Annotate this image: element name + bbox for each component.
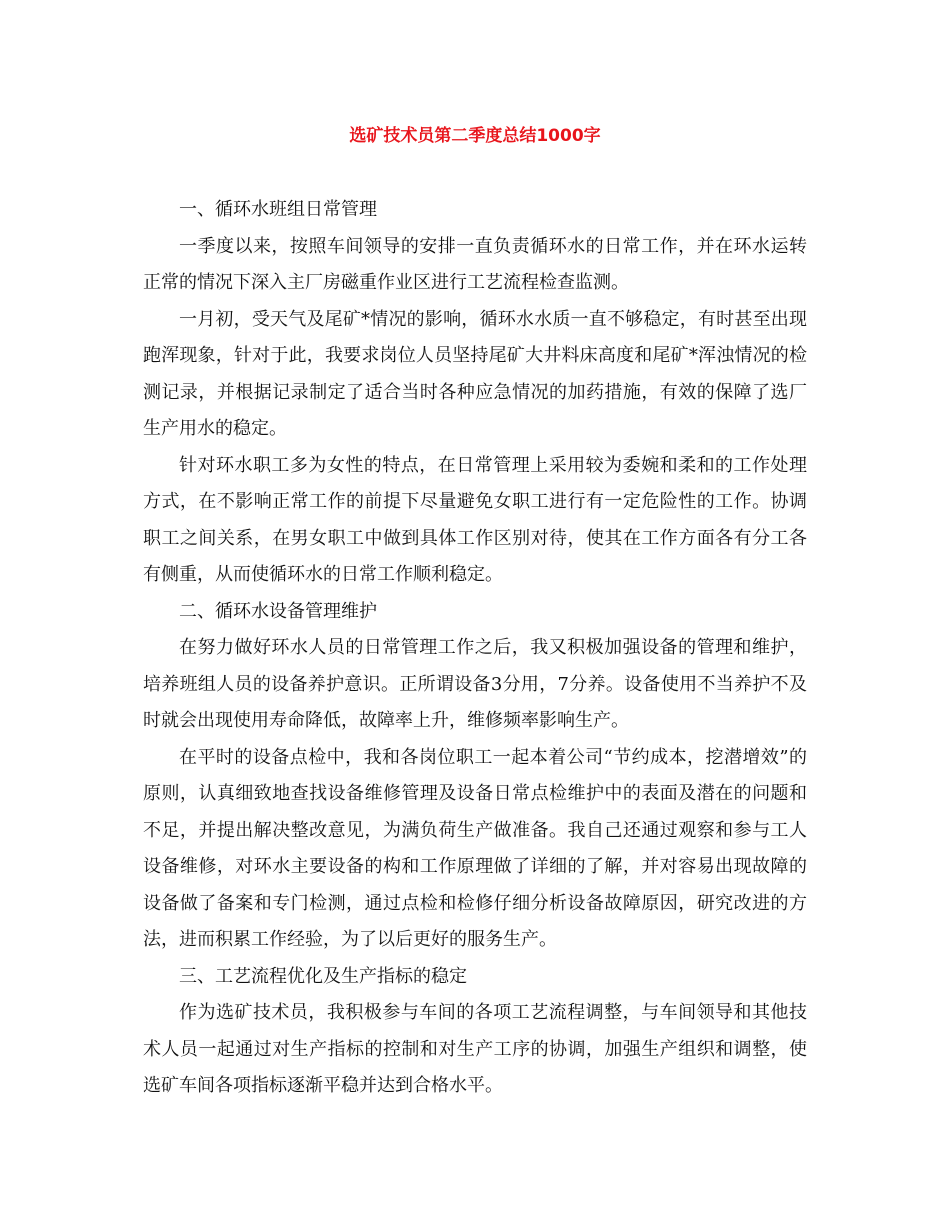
paragraph: 在努力做好环水人员的日常管理工作之后，我又积极加强设备的管理和维护，培养班组人员的设备养护意识。正所谓设备3分用，7分养。设备使用不当养护不及时就会出现使用寿命降低，故障率上升，维修频率影响生产。 bbox=[143, 637, 807, 731]
paragraph: 针对环水职工多为女性的特点，在日常管理上采用较为委婉和柔和的工作处理方式，在不影响正常工作的前提下尽量避免女职工进行有一定危险性的工作。协调职工之间关系，在男女职工中做到具体工作区别对待，使其在工作方面各有分工各有侧重，从而使循环水的日常工作顺利稳定。 bbox=[143, 454, 807, 585]
paragraph: 作为选矿技术员，我积极参与车间的各项工艺流程调整，与车间领导和其他技术人员一起通过对生产指标的控制和对生产工序的协调，加强生产组织和调整，使选矿车间各项指标逐渐平稳并达到合格水平。 bbox=[143, 1002, 807, 1096]
document-title: 选矿技术员第二季度总结1000字 bbox=[349, 126, 601, 146]
document-body bbox=[143, 192, 807, 1105]
section-heading-2: 二、循环水设备管理维护 bbox=[179, 600, 377, 622]
paragraph: 一月初，受天气及尾矿*情况的影响，循环水水质一直不够稳定，有时甚至出现跑浑现象，针对于此，我要求岗位人员坚持尾矿大井料床高度和尾矿*浑浊情况的检测记录，并根据记录制定了适合当时各种应急情况的加药措施，有效的保障了选厂生产用水的稳定。 bbox=[143, 308, 807, 439]
section-heading-1: 一、循环水班组日常管理 bbox=[179, 199, 377, 220]
paragraph: 一季度以来，按照车间领导的安排一直负责循环水的日常工作，并在环水运转正常的情况下深入主厂房磁重作业区进行工艺流程检查监测。 bbox=[143, 235, 807, 293]
paragraph: 在平时的设备点检中，我和各岗位职工一起本着公司“节约成本，挖潜增效”的原则，认真细致地查找设备维修管理及设备日常点检维护中的表面及潜在的问题和不足，并提出解决整改意见，为满负荷生产做准备。我自己还通过观察和参与工人设备维修，对环水主要设备的构和工作原理做了详细的了解，并对容易出现故障的设备做了备案和专门检测，通过点检和检修仔细分析设备故障原因，研究改进的方法，进而积累工作经验，为了以后更好的服务生产。 bbox=[143, 746, 807, 950]
section-heading-3: 三、工艺流程优化及生产指标的稳定 bbox=[179, 965, 467, 987]
